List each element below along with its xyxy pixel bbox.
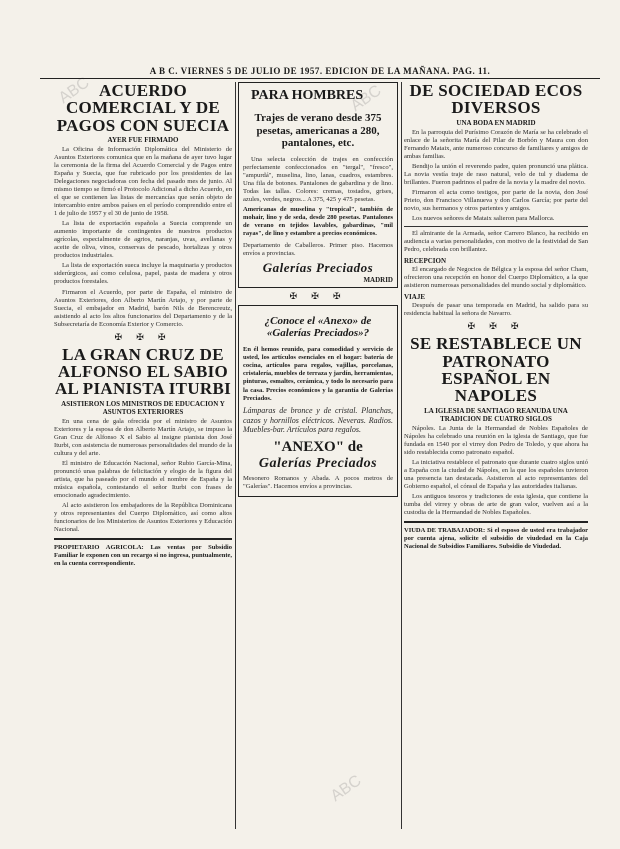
headline-sweden: ACUERDO COMERCIAL Y DE PAGOS CON SUECIA [56, 82, 230, 135]
article-paragraph: Firmaron el acta como testigos, por parte de la novia, don José Prieto, don Francisco Villanueva y don Carlos García; por parte del novio, sus hermanos y otros parientes y amigos. [404, 188, 588, 212]
headline-napoles: SE RESTABLECE UN PATRONATO ESPAÑOL EN NAPOLES [410, 334, 582, 406]
article-paragraph: El ministro de Educación Nacional, señor Rubio García-Mina, pronunció unas palabras de felicitación y elogio de la figura del artista, que ha paseado por el mundo el nombre de España y la música española, contestando el señor Iturbi con frases de emocionado agradecimiento. [54, 459, 232, 499]
anexo-title: "ANEXO" de [273, 439, 363, 456]
subheadline: ASISTIERON LOS MINISTROS DE EDUCACION Y ASUNTOS EXTERIORES [61, 399, 225, 416]
article-paragraph: Los antiguos tesoros y tradiciones de esta iglesia, que contiene la tumba del virrey y obras de arte de gran valor, vuelven así a la custodia de la Hermandad de Nobles Españoles. [404, 492, 588, 516]
article-paragraph: Firmaron el Acuerdo, por parte de España, el ministro de Asuntos Exteriores, don Alberto Martín Artajo, y por parte de Suecia, el embajador en Madrid, barón Nils de Berencreutz, asistiendo al acto los altos funcionarios del Departamento y de la Subsecretaría de Economía Exterior y Comercio. [54, 288, 232, 328]
column-middle [238, 82, 398, 835]
ad-paragraph-bold: Americanas de muselina y "tropical", también de mohair, lino y de seda, desde 280 pesetas. Pantalones de verano en tejidos lavables, gabardinas, "mil rayas", de lino y estambre a precios económicos. [243, 206, 393, 238]
ornament-divider: ✠ ✠ ✠ [114, 331, 172, 342]
watermark: ABC [55, 74, 93, 107]
column-rule [235, 82, 236, 829]
watermark: ABC [327, 772, 365, 805]
article-paragraph: La Oficina de Información Diplomática del Ministerio de Asuntos Exteriores comunica que en la mañana de ayer tuvo lugar la ceremonia de la firma del Acuerdo Comercial y de Pagos entre España y Suecia, que fue rubricado por los presidentes de las Delegaciones negociadoras con fecha del pasado mes de junio. Al mismo tiempo se firmó el Protocolo Adicional a dicho Acuerdo, en el que se contienen las listas de mercancías que serán objeto de intercambio entre ambos países en el período comprendido entre el 1 de julio de 1957 y el 30 de junio de 1958. [54, 145, 232, 218]
article-paragraph: Los nuevos señores de Mataix salieron para Mallorca. [412, 214, 555, 222]
article-paragraph: El encargado de Negocios de Bélgica y la esposa del señor Cham, ofrecieron una recepción en honor del Cuerpo Diplomático, a la que asistieron numerosas personalidades del mundo social y diplomático. [404, 266, 588, 290]
article-paragraph: En una cena de gala ofrecida por el ministro de Asuntos Exteriores y la esposa de don Alberto Martín Artajo, se impuso la Gran Cruz de Alfonso X el Sabio al insigne pianista don José Iturbi, con asistencia de numerosas personalidades del mundo de la cultura y del arte. [54, 417, 232, 457]
ad-headline: Trajes de verano desde 375 pesetas, americanas a 280, pantalones, etc. [254, 112, 382, 150]
ad-title: PARA HOMBRES [251, 88, 364, 103]
ad-headline: ¿Conoce el «Anexo» de «Galerías Preciados»? [264, 314, 372, 340]
headline-iturbi: LA GRAN CRUZ DE ALFONSO EL SABIO AL PIANISTA ITURBI [54, 344, 232, 399]
divider [404, 521, 588, 523]
ornament-divider: ✠ ✠ ✠ [467, 321, 525, 332]
article-paragraph: En la parroquia del Purísimo Corazón de María se ha celebrado el enlace de la señorita María del Pilar de Borbón y Maura con don Fernando Mataix, ante numeroso concurso de familiares y amigos de ambas familias. [404, 128, 588, 160]
ornament-divider: ✠ ✠ ✠ [289, 290, 347, 301]
column-rule [401, 82, 402, 829]
ad-para-hombres [238, 82, 398, 288]
ad-address: Mesonero Romanos y Abada. A pocos metros de "Galerías". Hacemos envíos a provincias. [243, 475, 393, 491]
brand-city: MADRID [363, 275, 393, 284]
section-label: RECEPCION [404, 257, 447, 266]
notice-agricultural: PROPIETARIO AGRICOLA: Las ventas por Subsidio Familiar le exponen con un recargo si no ingresa, puntualmente, en la cuenta correspondiente. [54, 544, 232, 568]
article-paragraph: Bendijo la unión el reverendo padre, quien pronunció una plática. La novia vestía traje de raso natural, velo de tul y diadema de brillantes. Fueron padrinos el padre de la novia y la madre del novio. [404, 162, 588, 186]
article-paragraph: Nápoles. La Junta de la Hermandad de Nobles Españoles de Nápoles ha celebrado una reunión en la iglesia de Santiago, que fue fundada en 1540 por el virrey don Pedro de Toledo, y que ahora ha sido restablecida como patronato español. [404, 424, 588, 456]
watermark: ABC [347, 82, 385, 115]
page-header: A B C. VIERNES 5 DE JULIO DE 1957. EDICION DE LA MAÑANA. PAG. 11. [40, 66, 600, 79]
ad-paragraph: Una selecta colección de trajes en confección perfectamente confeccionados en "tergal", "fresco", "ampurdá", muselina, lino, lanas, cuadros, estambres. Una fila de botones. Pantalones de gabardina y de lino. Todas las tallas. Colores: cremas, tostados, grises, azules, verdes, negros... A 375, 425 y 475 pesetas. [243, 155, 393, 204]
ad-anexo [238, 305, 398, 498]
divider [404, 226, 588, 227]
article-paragraph: La iniciativa restablece el patronato que durante cuatro siglos unió a España con la ciudad de Nápoles, en la que los españoles tuvieron una presencia tan destacada. Asistieron al acto representantes del Gobierno español, el cónsul de España y las autoridades italianas. [404, 458, 588, 490]
brand-name: Galerías Preciados [258, 456, 378, 472]
subheadline: UNA BODA EN MADRID [456, 118, 536, 127]
article-paragraph: Después de pasar una temporada en Madrid, ha salido para su residencia habitual la señora de Navarro. [404, 302, 588, 318]
section-label: VIAJE [404, 293, 426, 302]
subheadline: AYER FUE FIRMADO [107, 135, 179, 144]
article-paragraph: Al acto asistieron los embajadores de la República Dominicana y otros representantes del Cuerpo Diplomático, así como altos funcionarios de los Ministerios de Asuntos Exteriores y Educación Nacional. [54, 501, 232, 534]
article-paragraph: La lista de exportación sueca incluye la maquinaria y productos siderúrgicos, así como celulosa, papel, pasta de madera y otros productos forestales. [54, 262, 232, 286]
ad-paragraph: Lámparas de bronce y de cristal. Planchas, cazos y hornillos eléctricos. Neveras. Radios. Muebles-bar. Artículos para regalos. [243, 405, 393, 435]
column-left [54, 82, 232, 835]
ad-paragraph-bold: En él hemos reunido, para comodidad y servicio de usted, los artículos esenciales en el hogar: batería de cocina, artículos para regalos, vajillas, porcelanas, cristalería, muebles de terraza y jardín, herramientas, pinturas, esmaltes, cerámica, y todo lo necesario para la casa. Precios económicos y la garantía de Galerías Preciados. [243, 345, 394, 402]
article-paragraph: La lista de exportación española a Suecia comprende un aumento importante de contingentes de nuestros productos agrícolas, especialmente de agrios, naranjas, uvas, avellanas y aceite de oliva, vinos, conservas de pescado, hortalizas y otros productos industriales. [54, 220, 232, 260]
article-paragraph: El almirante de la Armada, señor Carrero Blanco, ha recibido en audiencia a varias personalidades, con motivo de la festividad de San Pedro, celebrada con brillantez. [404, 230, 588, 254]
headline-sociedad: DE SOCIEDAD ECOS DIVERSOS [409, 82, 583, 118]
ad-department: Departamento de Caballeros. Primer piso. Hacemos envíos a provincias. [243, 241, 393, 257]
subheadline: LA IGLESIA DE SANTIAGO REANUDA UNA TRADICION DE CUATRO SIGLOS [424, 406, 568, 423]
notice-widow: VIUDA DE TRABAJADOR: Si el esposo de usted era trabajador por cuenta ajena, solicite el subsidio de viudedad en la Caja Nacional de Subsidios Familiares. Subsidio de Viudedad. [404, 526, 588, 551]
column-right [404, 82, 588, 835]
brand-name: Galerías Preciados [262, 259, 374, 275]
divider [54, 538, 232, 540]
